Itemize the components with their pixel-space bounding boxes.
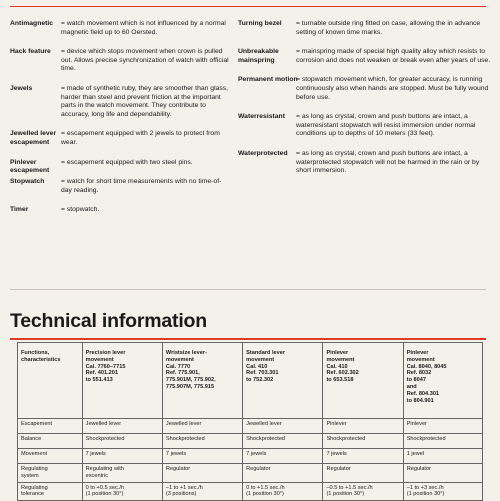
glossary-term: Jewelled lever escapement [10, 130, 57, 146]
cell-line: (1 position 30°) [326, 491, 365, 498]
glossary-term: Permanent motion [238, 76, 298, 84]
header-line: to 804.901 [406, 397, 434, 404]
heading-red-rule [10, 338, 486, 340]
cell-line: Shockprotected [326, 436, 366, 442]
header-line: Ref. 804.301 [406, 390, 440, 397]
table-header-cell [18, 343, 83, 419]
row-label-cell [18, 434, 83, 449]
table-cell [403, 464, 482, 483]
table-cell [323, 482, 403, 501]
table-cell [162, 434, 242, 449]
cell-line: Regulator [326, 466, 351, 472]
table-cell [403, 482, 482, 501]
glossary-definition: = watch movement which is not influenced by a normal magnetic field up to 60 Oersted. [61, 20, 230, 37]
glossary-definition: = watch for short time measurements with no time-of-day reading. [61, 178, 230, 195]
glossary-term: Stopwatch [10, 178, 45, 186]
table-header-row [18, 343, 483, 419]
cell-line: Shockprotected [246, 436, 286, 442]
glossary-definition: = turnable outside ring fitted on case, allowing the in advance setting of known time marks. [296, 20, 493, 37]
header-line: Cal. 410 [246, 363, 268, 370]
cell-line: (3 positions) [165, 491, 197, 498]
glossary-definition: = escapement equipped with 2 jewels to protect from wear. [61, 130, 230, 147]
header-line: Cal. 410 [326, 363, 348, 370]
cell-line: Pinlever [326, 421, 347, 427]
cell-line: Regulating [21, 484, 48, 491]
header-line: Pinlever [406, 350, 429, 356]
table-row [18, 434, 483, 449]
glossary-left-column [10, 20, 230, 226]
table-cell [82, 464, 162, 483]
glossary-term: Unbreakable mainspring [238, 48, 279, 64]
header-line: Cal. 8040, 8045 [406, 363, 447, 370]
cell-line: 0 to +1.5 sec./h [246, 484, 285, 491]
glossary-definition: = as long as crystal, crown and push buttons are intact, a waterresistant stopwatch will resist immersion under normal conditions up to depths of 10 meters (33 feet). [296, 113, 493, 139]
glossary-entry [10, 206, 230, 215]
cell-line: Regulator [246, 466, 271, 472]
header-line: 775.907M, 775.915 [165, 383, 215, 390]
header-line: movement [406, 356, 435, 363]
header-line: and [406, 383, 417, 390]
header-line: movement [326, 356, 355, 363]
table-cell [323, 449, 403, 464]
table-cell [243, 464, 323, 483]
table-cell [403, 434, 482, 449]
glossary-right-column [238, 20, 493, 187]
table-header-cell [403, 343, 482, 419]
table-header-cell [323, 343, 403, 419]
glossary-entry [10, 20, 230, 37]
table-cell [82, 482, 162, 501]
table-cell [82, 419, 162, 434]
cell-line: Shockprotected [406, 436, 446, 442]
glossary-definition: = made of synthetic ruby, they are smoother than glass, harder than steel and prevent friction at the important parts in the watch movement. They contribute to accuracy, long life and dependability. [61, 85, 230, 119]
technical-information-heading: Technical information [10, 310, 207, 332]
header-line: Pinlever [326, 350, 349, 356]
header-line: Wristsize lever- [165, 350, 207, 356]
cell-line: Movement [21, 451, 48, 457]
cell-line: –1 to +3 sec./h [406, 484, 444, 491]
cell-line: 1 jewel [406, 451, 425, 457]
table-cell [243, 482, 323, 501]
glossary-definition: = as long as crystal, crown and push buttons are intact, a waterprotected stopwatch will not be harmed in the rain or by short immersion. [296, 150, 493, 176]
glossary-term: Jewels [10, 84, 33, 92]
glossary-entry [238, 113, 493, 139]
table-cell [323, 419, 403, 434]
table-cell [162, 482, 242, 501]
header-line: to 551.413 [85, 377, 113, 384]
glossary-term: Waterprotected [238, 149, 288, 157]
cell-line: 7 jewels [165, 451, 187, 457]
header-line: Precision lever [85, 350, 126, 356]
glossary-definition: = device which stops movement when crown is pulled out. Allows precise synchronization of watch with official time. [61, 48, 230, 74]
table-cell [403, 449, 482, 464]
cell-line: Jewelled lever [246, 421, 282, 427]
table-row [18, 464, 483, 483]
table-cell [403, 419, 482, 434]
table-row [18, 449, 483, 464]
cell-line: Regulating with [85, 466, 124, 472]
glossary-term: Hack feature [10, 48, 51, 56]
glossary-term: Waterresistant [238, 113, 285, 121]
table-cell [162, 419, 242, 434]
table-cell [162, 464, 242, 483]
header-line: movement [246, 356, 275, 363]
table-row [18, 482, 483, 501]
header-line: characteristics [21, 356, 61, 363]
header-line: to 752.302 [246, 377, 274, 384]
header-line: to 8047 [406, 377, 426, 384]
glossary-entry [10, 130, 230, 147]
technical-table [17, 342, 483, 501]
header-line: Cal. 7760–7715 [85, 363, 126, 370]
table-header-cell [162, 343, 242, 419]
cell-line: Balance [21, 436, 42, 442]
glossary-term: Timer [10, 206, 29, 214]
table-header-cell [82, 343, 162, 419]
glossary-entry [238, 76, 493, 102]
glossary-definition: = stopwatch. [61, 206, 230, 215]
cell-line: Regulating [21, 466, 48, 472]
glossary-entry [238, 150, 493, 176]
table-cell [162, 449, 242, 464]
cell-line: 7 jewels [326, 451, 347, 457]
cell-line: system [21, 472, 39, 479]
header-line: Ref. 703.301 [246, 370, 279, 377]
cell-line: (1 position 30°) [406, 491, 445, 498]
table-cell [243, 434, 323, 449]
cell-line: 0 to +0.5 sec./h [85, 484, 125, 491]
header-line: to 653.518 [326, 377, 354, 384]
glossary-definition: = stopwatch movement which, for greater accuracy, is running continuously also when hands are stopped. Must be fully wound before use. [296, 76, 493, 102]
table-cell [82, 434, 162, 449]
glossary-term: Antimagnetic [10, 20, 54, 27]
header-line: 775.901M, 775.902, [165, 377, 216, 384]
cell-line: Shockprotected [85, 436, 125, 442]
cell-line: Regulator [165, 466, 191, 472]
glossary-term: Turning bezel [238, 20, 282, 27]
glossary-entry [10, 158, 230, 175]
header-line: movement [85, 356, 114, 363]
row-label-cell [18, 464, 83, 483]
header-line: movement [165, 356, 194, 363]
table-cell [243, 419, 323, 434]
glossary-entry [10, 85, 230, 119]
row-label-cell [18, 482, 83, 501]
table-cell [323, 464, 403, 483]
header-line: Cal. 7770 [165, 363, 191, 370]
cell-line: Jewelled lever [85, 421, 122, 427]
row-label-cell [18, 449, 83, 464]
glossary-definition: = mainspring made of special high quality alloy which resists to corrosion and does not weaken or break even after years of use. [296, 48, 493, 65]
cell-line: tolerance [21, 491, 45, 498]
cell-line: Shockprotected [165, 436, 205, 442]
table-cell [323, 434, 403, 449]
glossary-entry [10, 48, 230, 74]
cell-line: Pinlever [406, 421, 427, 427]
section-divider [10, 289, 486, 290]
cell-line: –0.5 to +1.5 sec./h [326, 484, 373, 491]
row-label-cell [18, 419, 83, 434]
cell-line: Jewelled lever [165, 421, 202, 427]
glossary-entry [238, 20, 493, 37]
table-cell [82, 449, 162, 464]
header-line: Ref. 401.201 [85, 370, 118, 377]
cell-line: (1 position 30°) [85, 491, 124, 498]
header-line: Ref. 8032 [406, 370, 432, 377]
glossary-entry [10, 178, 230, 195]
top-red-rule [10, 6, 486, 7]
header-line: Ref. 775.901, [165, 370, 200, 377]
header-line: Functions, [21, 350, 50, 356]
cell-line: Regulator [406, 466, 431, 472]
table-row [18, 419, 483, 434]
glossary-entry [238, 48, 493, 65]
cell-line: –1 to +1 sec./h [165, 484, 203, 491]
header-line: Ref. 602.302 [326, 370, 359, 377]
cell-line: excentric [85, 472, 109, 479]
table-cell [243, 449, 323, 464]
cell-line: (1 position 30°) [246, 491, 284, 498]
glossary-definition: = escapement equipped with two steel pins. [61, 159, 230, 168]
header-line: Standard lever [246, 350, 286, 356]
cell-line: 7 jewels [85, 451, 106, 457]
cell-line: Escapement [21, 421, 53, 427]
table-header-cell [243, 343, 323, 419]
cell-line: 7 jewels [246, 451, 267, 457]
glossary-term: Pinlever escapement [10, 158, 50, 175]
